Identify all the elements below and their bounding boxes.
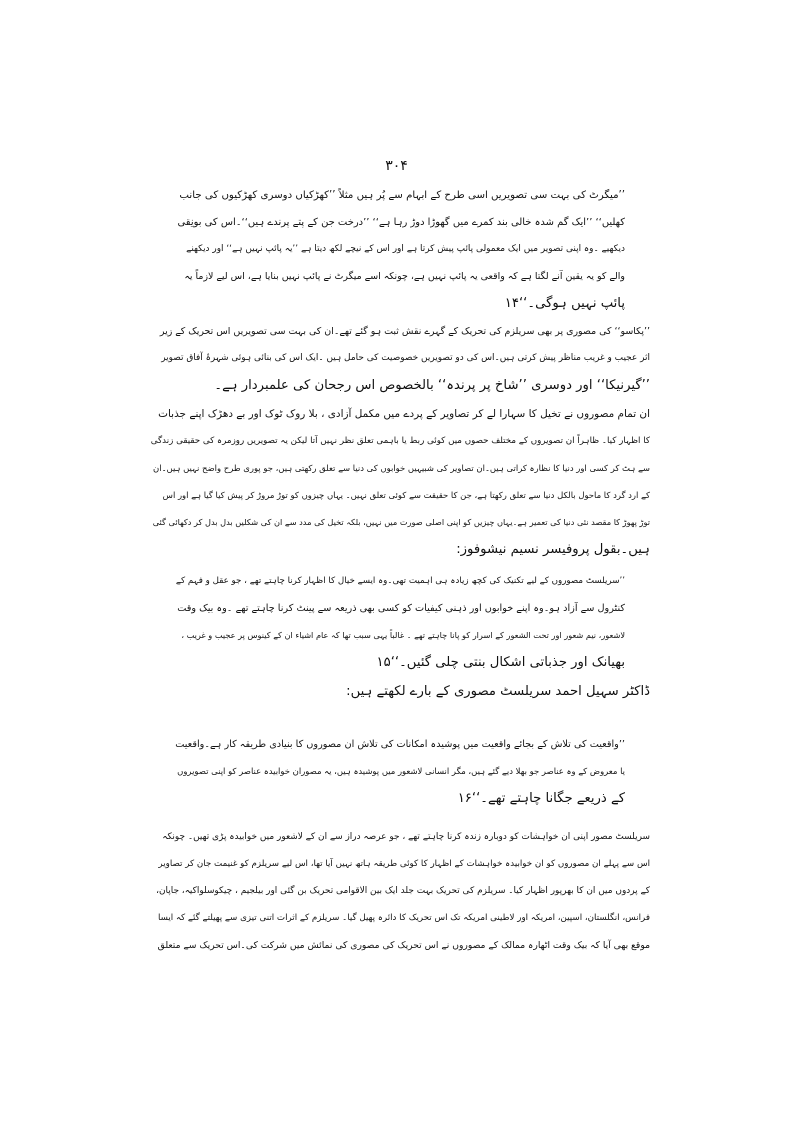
text-line: فرانس، انگلستان، اسپین، امریکہ اور لاطینی امریکہ تک اس تحریک کا دائرہ پھیل گیا۔ سریلزم کے اثرات اتنی تیزی سے پھیلتے گئے کہ ایسا bbox=[157, 913, 650, 923]
text-line: دیکھیے ۔وہ اپنی تصویر میں ایک معمولی پائپ پیش کرتا ہے اور اس کے نیچے لکھ دیتا ہے ’’یہ پائپ نہیں ہے‘‘ اور دیکھنے bbox=[186, 244, 625, 254]
text-line: ’’واقعیت کی تلاش کے بجائے واقعیت میں پوشیدہ امکانات کی تلاش ان مصوروں کا بنیادی طریقہ کار ہے۔واقعیت bbox=[175, 739, 625, 750]
quote-block bbox=[175, 182, 625, 317]
text-line: ڈاکٹر سہیل احمد سریلسٹ مصوری کے بارے لکھتے ہیں: bbox=[346, 684, 650, 699]
text-line: اثر عجیب و غریب مناظر پیش کرتی ہیں۔اس کی دو تصویریں خصوصیت کی حامل ہیں ۔ایک اس کی بنائی ہوئی شہرۂ آفاق تصویر bbox=[161, 353, 650, 363]
text-line: ’’گیرنیکا‘‘ اور دوسری ’’شاخ پر پرندہ‘‘ بالخصوص اس رجحان کی علمبردار ہے۔ bbox=[214, 378, 650, 393]
text-line: موقع بھی آیا کہ بیک وقت اٹھارہ ممالک کے مصوروں نے اس تحریک کی مصوری کی نمائش میں شرکت کی۔اس تحریک سے متعلق bbox=[157, 940, 650, 951]
text-line: لاشعور، نیم شعور اور تحت الشعور کے اسرار کو پانا چاہتے تھے ۔ غالباً یہی سبب تھا کہ عام اشیاء ان کے کینوس پر عجیب و غریب ، bbox=[181, 630, 625, 640]
quote-block bbox=[175, 568, 625, 676]
text-line: ’’سریلسٹ مصوروں کے لیے تکنیک کی کچھ زیادہ ہی اہمیت تھی۔وہ ایسے خیال کا اظہار کرنا چاہتے تھے ، جو عقل و فہم کے bbox=[175, 576, 625, 586]
paragraph bbox=[150, 824, 650, 959]
text-line: یا معروض کے وہ عناصر جو بھلا دیے گئے ہیں، مگر انسانی لاشعور میں پوشیدہ ہیں، یہ مصوران خوابیدہ عناصر کو اپنی تصویروں bbox=[177, 766, 625, 776]
text-line: ہیں۔بقول پروفیسر نسیم نیشوفوز: bbox=[456, 542, 650, 557]
text-line: سے ہٹ کر کسی اور دنیا کا نظارہ کراتی ہیں۔ان تصاویر کی شبیہیں خوابوں کی دنیا سے تعلق رکھتی ہیں، جو پوری طرح واضح نہیں ہیں۔ان bbox=[153, 463, 650, 473]
paragraph bbox=[150, 318, 650, 399]
paragraph bbox=[150, 401, 650, 563]
text-line: اس سے پہلے ان مصوروں کو ان خوابیدہ خواہشات کے اظہار کا کوئی طریقہ ہاتھ نہیں آیا تھا، اس لیے سریلزم کو غنیمت جان کر تصاویر bbox=[158, 859, 650, 869]
text-line: سریلسٹ مصور اپنی ان خواہشات کو دوبارہ زندہ کرنا چاہتے تھے ، جو عرصہ دراز سے ان کے لاشعور میں خوابیدہ پڑی تھیں۔ چونکہ bbox=[162, 832, 650, 842]
text-line: کے ذریعے جگانا چاہتے تھے۔‘‘۱۶ bbox=[457, 791, 625, 806]
text-line: پائپ نہیں ہوگی۔‘‘۱۴ bbox=[504, 296, 625, 311]
page-number: ۳۰۴ bbox=[385, 158, 408, 174]
text-line: کے ارد گرد کا ماحول بالکل دنیا سے تعلق رکھتا ہے، جن کا حقیقت سے کوئی تعلق نہیں۔ یہاں چیزوں کو توڑ مروڑ کر پیش کیا گیا ہے اور اس bbox=[162, 490, 650, 500]
text-line: توڑ پھوڑ کا مقصد نئی دنیا کی تعمیر ہے۔یہاں چیزیں کو اپنی اصلی صورت میں نہیں، بلکہ تخیل کی مدد سے ان کی شکلیں بدل بدل کر دکھائی گئی bbox=[152, 517, 650, 527]
text-line: کے پردوں میں ان کا بھرپور اظہار کیا۔ سریلزم کی تحریک بہت جلد ایک بین الاقوامی تحریک بن گئی اور بیلجیم ، چیکوسلواکیہ، جاپان، bbox=[156, 886, 650, 896]
paragraph bbox=[150, 678, 650, 705]
text-line: کا اظہار کیا۔ ظاہراً ان تصویروں کے مختلف حصوں میں کوئی ربط یا باہمی تعلق نظر نہیں آتا لیکن یہ تصویریں روزمرہ کی حقیقی زندگی bbox=[150, 436, 650, 446]
text-line: والے کو یہ یقین آنے لگتا ہے کہ واقعی یہ پائپ نہیں ہے، چونکہ اسے میگرٹ نے پائپ نہیں بنایا ہے، اس لیے لازماً یہ bbox=[184, 271, 625, 282]
quote-block bbox=[175, 731, 625, 812]
text-line: ان تمام مصوروں نے تخیل کا سہارا لے کر تصاویر کے پردے میں مکمل آزادی ، بلا روک ٹوک اور بے دھڑک اپنے جذبات bbox=[158, 408, 650, 420]
text-line: ’’میگرٹ کی بہت سی تصویریں اسی طرح کے ابہام سے پُر ہیں مثلاً ’’کھڑکیاں دوسری کھڑکیوں کی جانب bbox=[179, 190, 625, 201]
text-line: کھلیں‘‘ ’’ایک گم شدہ خالی بند کمرے میں گھوڑا دوڑ رہا ہے‘‘ ’’درخت جن کے پتے پرندے ہیں‘‘۔اس کی بونِقی bbox=[177, 217, 625, 228]
text-line: بھیانک اور جذباتی اشکال بنتی چلی گئیں۔‘‘۱۵ bbox=[376, 655, 625, 670]
text-line: کنٹرول سے آزاد ہو۔وہ اپنے خوابوں اور ذہنی کیفیات کو کسی بھی ذریعہ سے پینٹ کرنا چاہتے تھے ۔وہ بیک وقت bbox=[177, 603, 625, 614]
text-line: ’’پکاسو‘‘ کی مصوری پر بھی سریلزم کی تحریک کے گہرے نقش ثبت ہو گئے تھے۔ان کی بہت سی تصویریں اس تحریک کے زیر bbox=[159, 326, 650, 337]
